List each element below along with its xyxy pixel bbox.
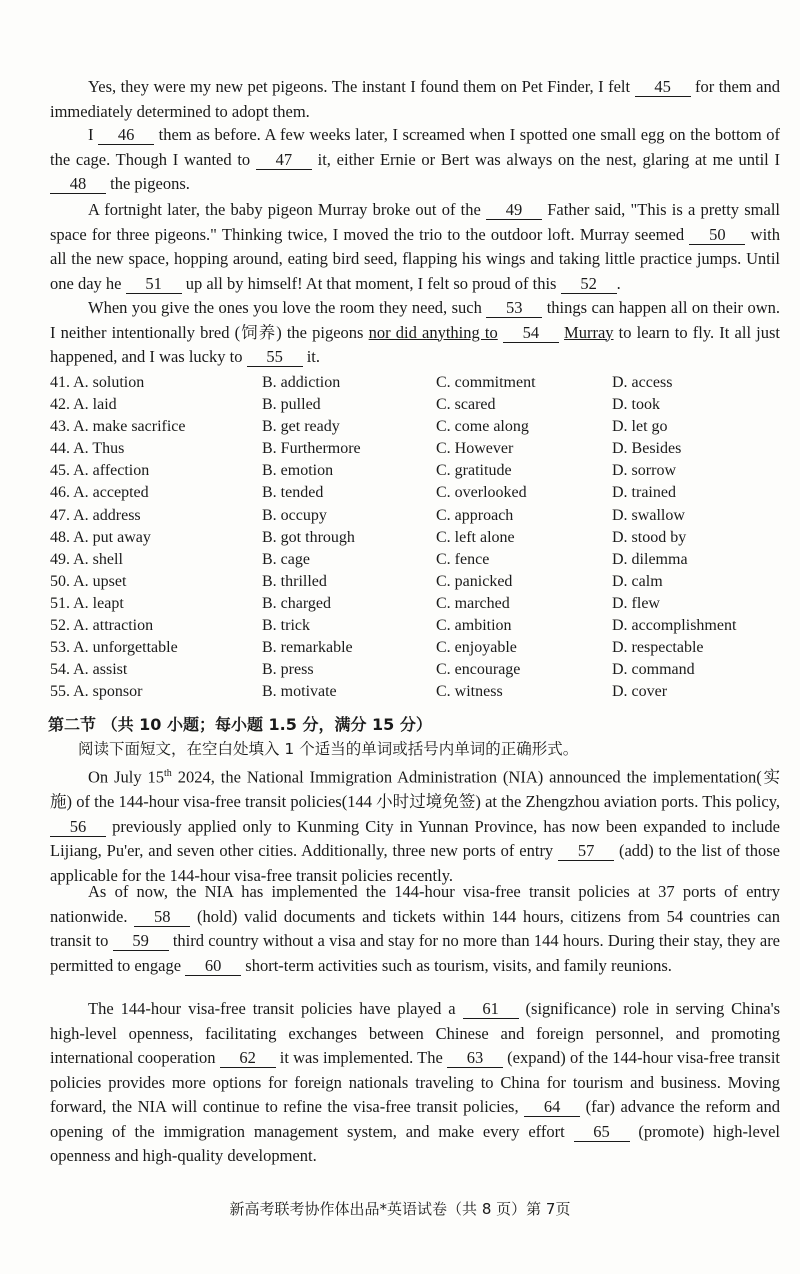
option-b[interactable]: B. occupy xyxy=(262,506,327,524)
blank-62[interactable]: 62 xyxy=(220,1049,276,1068)
option-d[interactable]: D. cover xyxy=(612,683,668,701)
text: 2024, the National Immigration Administration (NIA) announced the implementation(实施) of the 144-hour visa-free transit policies(144 小时过境免签) at the Zhengzhou aviation ports. This policy, xyxy=(50,767,780,811)
text: for them and immediately determined to adopt them. xyxy=(50,77,780,121)
blank-49[interactable]: 49 xyxy=(486,201,542,220)
text: As of now, the NIA has implemented the 144-hour visa-free transit policies at 37 ports of entry nationwide. xyxy=(50,882,780,926)
blank-60[interactable]: 60 xyxy=(185,957,241,976)
option-c[interactable]: C. come along xyxy=(436,418,529,436)
text: Yes, they were my new pet pigeons. The instant I found them on Pet Finder, I felt xyxy=(88,77,635,96)
text: previously applied only to Kunming City in Yunnan Province, has now been expanded to include Lijiang, Pu'er, and seven other cities. Additionally, three new ports of entry xyxy=(50,816,780,860)
option-c[interactable]: C. enjoyable xyxy=(436,639,517,657)
option-b[interactable]: B. pulled xyxy=(262,396,321,414)
option-row xyxy=(50,615,790,637)
blank-57[interactable]: 57 xyxy=(558,842,614,861)
question-option-a[interactable]: 42. A. laid xyxy=(50,396,117,414)
option-c[interactable]: C. panicked xyxy=(436,572,513,590)
question-option-a[interactable]: 46. A. accepted xyxy=(50,484,149,502)
option-row xyxy=(50,416,790,438)
question-option-a[interactable]: 54. A. assist xyxy=(50,661,128,679)
option-c[interactable]: C. commitment xyxy=(436,374,536,391)
question-option-a[interactable]: 45. A. affection xyxy=(50,462,150,480)
question-option-a[interactable]: 43. A. make sacrifice xyxy=(50,418,186,436)
option-c[interactable]: C. However xyxy=(436,440,514,458)
option-d[interactable]: D. swallow xyxy=(612,506,685,524)
blank-65[interactable]: 65 xyxy=(574,1123,630,1142)
text: (far) advance the reform and opening of the immigration management system, and make every effort xyxy=(50,1097,781,1141)
question-option-a[interactable]: 55. A. sponsor xyxy=(50,683,143,701)
passage2-paragraph-2 xyxy=(50,880,780,978)
question-option-a[interactable]: 44. A. Thus xyxy=(50,440,125,458)
option-row xyxy=(50,394,790,416)
text: . xyxy=(616,273,621,293)
option-b[interactable]: B. thrilled xyxy=(262,572,327,590)
option-d[interactable]: D. sorrow xyxy=(612,462,676,480)
option-b[interactable]: B. Furthermore xyxy=(262,440,361,458)
text: A fortnight later, the baby pigeon Murray broke out of the xyxy=(88,200,487,219)
page-footer: 新高考联考协作体出品*英语试卷（共 8 页）第 7页 xyxy=(229,1200,571,1218)
option-row xyxy=(50,637,790,659)
text: the pigeons. xyxy=(106,174,190,193)
passage1-paragraph-1 xyxy=(50,75,780,124)
option-b[interactable]: B. got through xyxy=(262,528,355,546)
blank-51[interactable]: 51 xyxy=(126,275,182,294)
blank-47[interactable]: 47 xyxy=(256,151,312,170)
text: it was implemented. The xyxy=(275,1048,447,1067)
text: (significance) role in serving China's high-level openness, facilitating exchanges between Chinese and foreign personnel, and promoting international cooperation xyxy=(50,999,780,1067)
passage2-paragraph-1 xyxy=(50,762,780,888)
underlined-text: Murray xyxy=(564,322,614,342)
blank-56[interactable]: 56 xyxy=(50,818,106,837)
text: with all the new space, hopping around, eating bird seed, flapping his wings and taking little practice jumps. Until one day he xyxy=(50,224,780,293)
option-d[interactable]: D. flew xyxy=(612,594,660,612)
option-b[interactable]: B. tended xyxy=(262,484,324,502)
question-option-a[interactable]: 50. A. upset xyxy=(50,572,127,590)
question-option-a[interactable]: 52. A. attraction xyxy=(50,617,154,635)
passage2-paragraph-3 xyxy=(50,997,780,1169)
text: Father said, "This is a pretty small space for three pigeons." Thinking twice, I moved the trio to the outdoor loft. Murray seemed xyxy=(50,200,780,244)
blank-52[interactable]: 52 xyxy=(561,275,617,294)
text: third country without a visa and stay for no more than 144 hours. During their stay, they are permitted to engage xyxy=(50,931,781,975)
option-b[interactable]: B. charged xyxy=(262,594,332,612)
blank-64[interactable]: 64 xyxy=(524,1098,580,1117)
option-b[interactable]: B. emotion xyxy=(262,462,334,480)
question-option-a[interactable]: 53. A. unforgettable xyxy=(50,639,178,657)
option-b[interactable]: B. press xyxy=(262,661,314,679)
blank-48[interactable]: 48 xyxy=(50,175,106,194)
blank-61[interactable]: 61 xyxy=(463,1000,519,1019)
text: The 144-hour visa-free transit policies have played a xyxy=(88,999,463,1018)
superscript: th xyxy=(164,768,172,779)
option-d[interactable]: D. respectable xyxy=(612,639,704,657)
option-b[interactable]: B. remarkable xyxy=(262,639,353,657)
option-d[interactable]: D. dilemma xyxy=(612,550,688,568)
option-d[interactable]: D. calm xyxy=(612,572,663,590)
option-c[interactable]: C. marched xyxy=(436,594,510,612)
option-row xyxy=(50,571,790,593)
option-row xyxy=(50,549,790,571)
option-b[interactable]: B. get ready xyxy=(262,418,340,436)
blank-63[interactable]: 63 xyxy=(447,1049,503,1068)
question-option-a[interactable]: 48. A. put away xyxy=(50,528,151,546)
question-option-a[interactable]: 51. A. leapt xyxy=(50,594,124,612)
option-row xyxy=(50,593,790,615)
option-b[interactable]: B. addiction xyxy=(262,374,341,391)
option-c[interactable]: C. witness xyxy=(436,683,503,701)
option-row xyxy=(50,438,790,460)
option-c[interactable]: C. approach xyxy=(436,506,514,524)
blank-45[interactable]: 45 xyxy=(635,78,691,97)
text: I xyxy=(88,125,99,144)
blank-55[interactable]: 55 xyxy=(247,348,303,367)
blank-54[interactable]: 54 xyxy=(503,324,559,343)
option-c[interactable]: C. left alone xyxy=(436,528,515,546)
option-d[interactable]: D. took xyxy=(612,396,660,414)
passage1-paragraph-3 xyxy=(50,198,780,296)
text: it, either Ernie or Bert was always on the nest, glaring at me until I xyxy=(311,149,780,169)
option-b[interactable]: B. motivate xyxy=(262,683,337,701)
blank-53[interactable]: 53 xyxy=(486,299,542,318)
option-row xyxy=(50,527,790,549)
text: When you give the ones you love the room they need, such xyxy=(88,298,487,317)
option-row xyxy=(50,681,790,703)
text: (hold) valid documents and tickets within 144 hours, citizens from 54 countries can transit to xyxy=(50,906,780,950)
question-option-a[interactable]: 41. A. solution xyxy=(50,374,145,391)
option-d[interactable]: D. stood by xyxy=(612,528,687,546)
option-row xyxy=(50,659,790,681)
text: up all by himself! At that moment, I felt so proud of this xyxy=(181,273,561,293)
option-b[interactable]: B. cage xyxy=(262,550,310,568)
answer-options xyxy=(50,372,790,703)
blank-58[interactable]: 58 xyxy=(134,908,190,927)
blank-50[interactable]: 50 xyxy=(689,226,745,245)
text: to learn to fly. It all just happened, and I was lucky to xyxy=(50,322,781,366)
option-d[interactable]: D. access xyxy=(612,374,673,391)
option-c[interactable]: C. overlooked xyxy=(436,484,527,502)
section-instruction: 阅读下面短文，在空白处填入 1 个适当的单词或括号内单词的正确形式。 xyxy=(78,740,579,758)
blank-46[interactable]: 46 xyxy=(98,126,154,145)
option-d[interactable]: D. command xyxy=(612,661,695,679)
passage1-paragraph-4 xyxy=(50,296,780,370)
option-c[interactable]: C. gratitude xyxy=(436,462,512,480)
text: (expand) of the 144-hour visa-free transit policies provides more options for foreign nationals traveling to China for tourism and business. Moving forward, the NIA will continue to refine the visa-free transit policies, xyxy=(50,1048,780,1116)
option-d[interactable]: D. Besides xyxy=(612,440,682,458)
option-d[interactable]: D. let go xyxy=(612,418,668,436)
option-c[interactable]: C. fence xyxy=(436,550,490,568)
text: (promote) high-level openness and high-quality development. xyxy=(50,1121,781,1165)
text: it. xyxy=(302,347,320,366)
option-row xyxy=(50,505,790,527)
option-d[interactable]: D. trained xyxy=(612,484,676,502)
text: them as before. A few weeks later, I screamed when I spotted one small egg on the bottom of the cage. Though I wanted to xyxy=(50,125,780,169)
option-c[interactable]: C. encourage xyxy=(436,661,521,679)
blank-59[interactable]: 59 xyxy=(113,932,169,951)
section-title: 第二节 （共 10 小题；每小题 1.5 分，满分 15 分） xyxy=(48,715,432,734)
option-d[interactable]: D. accomplishment xyxy=(612,617,737,635)
option-b[interactable]: B. trick xyxy=(262,617,310,635)
option-row xyxy=(50,482,790,504)
underlined-text: nor did anything to xyxy=(368,322,498,342)
text: On July 15 xyxy=(88,767,165,787)
text: (add) to the list of those applicable for the 144-hour visa-free transit policies recently. xyxy=(50,841,780,885)
question-option-a[interactable]: 47. A. address xyxy=(50,506,141,524)
text: short-term activities such as tourism, visits, and family reunions. xyxy=(241,955,672,975)
question-option-a[interactable]: 49. A. shell xyxy=(50,550,123,568)
option-c[interactable]: C. ambition xyxy=(436,617,512,635)
option-c[interactable]: C. scared xyxy=(436,396,496,414)
passage1-paragraph-2 xyxy=(50,123,780,197)
option-row xyxy=(50,460,790,482)
text: things can happen all on their own. I neither intentionally bred (饲养) the pigeons xyxy=(50,298,780,342)
option-row xyxy=(50,372,790,394)
